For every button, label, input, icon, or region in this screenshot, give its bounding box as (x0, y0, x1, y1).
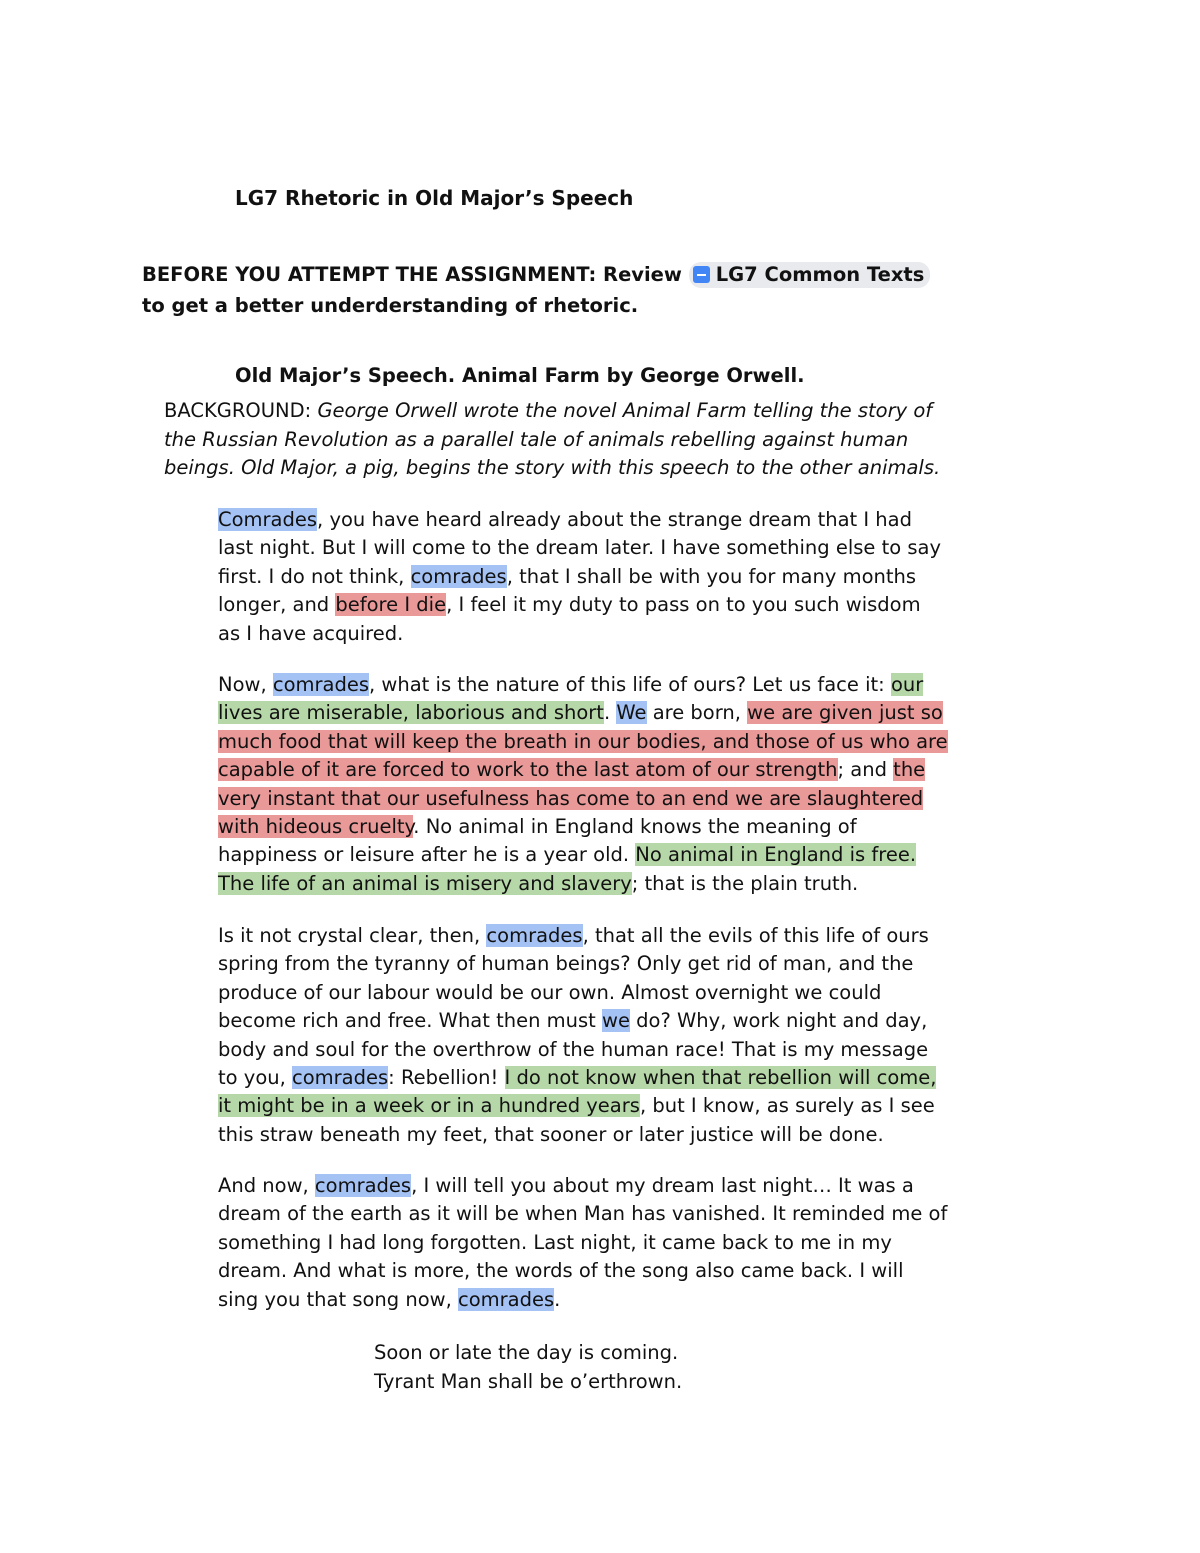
speech-text: are born, (646, 701, 748, 725)
speech-paragraph-4 (218, 1172, 948, 1314)
highlight-blue: comrades (314, 1174, 412, 1197)
background-label: BACKGROUND: (164, 399, 318, 422)
speech-text: ; and (837, 758, 894, 782)
song-verse (374, 1339, 682, 1396)
highlight-blue: comrades (458, 1287, 555, 1311)
speech-text: . No animal in England knows the meaning of happiness or leisure after he is a year old. (218, 815, 857, 867)
speech-text: . (603, 701, 617, 725)
speech-text: , what is the nature of this life of ours? Let us face it: (369, 673, 891, 696)
highlight-blue: comrades (272, 673, 370, 696)
speech-text: Now, (218, 673, 273, 696)
highlight-blue: Comrades (218, 508, 318, 531)
document-icon (693, 266, 710, 283)
speech-text: ; that is the plain truth. (631, 871, 859, 895)
highlight-red: the very instant that our usefulness has come to an end we are slaughtered with hideous cruelty (218, 758, 926, 839)
speech-text: : Rebellion! (388, 1066, 505, 1090)
before-tail: to get a better underderstanding of rhetoric. (142, 294, 639, 317)
background-paragraph (164, 397, 964, 483)
common-texts-link-label: LG7 Common Texts (715, 263, 925, 286)
speech-paragraph-1 (218, 506, 948, 648)
before-assignment-note (142, 259, 942, 321)
highlight-blue: we (602, 1009, 630, 1033)
speech-text: , that I shall be with you for many months longer, and (218, 564, 917, 617)
document-title: LG7 Rhetoric in Old Major’s Speech (235, 186, 634, 210)
common-texts-link-chip[interactable] (689, 262, 931, 288)
speech-text: , you have heard already about the strange dream that I had last night. But I will come to the dream later. I have something else to say first. I do not think, (218, 508, 942, 588)
highlight-blue: We (616, 701, 647, 725)
speech-paragraph-2 (218, 671, 948, 898)
before-lead: BEFORE YOU ATTEMPT THE ASSIGNMENT: Review (142, 263, 689, 286)
highlight-red: we are given just so much food that will keep the breath in our bodies, and those of us who are capable of it are forced to work to the last atom of our strength (218, 701, 948, 782)
song-line-1: Soon or late the day is coming. (374, 1341, 679, 1364)
background-text: George Orwell wrote the novel Animal Farm telling the story of the Russian Revolution as a parallel tale of animals rebelling against human beings. Old Major, a pig, begins the story with this speech to the other animals. (164, 399, 941, 479)
highlight-green: No animal in England is free. The life of an animal is misery and slavery (218, 843, 917, 895)
speech-text: do? Why, work night and day, body and soul for the overthrow of the human race! That is my message to you, (218, 1009, 929, 1090)
highlight-green: I do not know when that rebellion will come, it might be in a week or in a hundred years (218, 1066, 937, 1118)
speech-text: , I will tell you about my dream last night… It was a dream of the earth as it will be when Man has vanished. It reminded me of something I had long forgotten. Last night, it came back to me in my dream. And what is more, the words of the song also came back. I will sing you that song now, (218, 1174, 948, 1311)
speech-title: Old Major’s Speech. Animal Farm by George Orwell. (235, 364, 805, 387)
speech-text: . (554, 1287, 561, 1311)
speech-text: , but I know, as surely as I see this straw beneath my feet, that sooner or later justice will be done. (218, 1094, 935, 1146)
highlight-blue: comrades (410, 564, 507, 588)
speech-paragraph-3 (218, 922, 948, 1149)
highlight-blue: comrades (486, 924, 583, 947)
song-line-2: Tyrant Man shall be o’erthrown. (374, 1369, 683, 1393)
speech-text: Is it not crystal clear, then, (218, 924, 487, 947)
speech-text: , I feel it my duty to pass on to you such wisdom as I have acquired. (218, 593, 921, 645)
highlight-blue: comrades (292, 1066, 389, 1090)
highlight-red: before I die (335, 593, 447, 617)
speech-text: , that all the evils of this life of ours spring from the tyranny of human beings? Only get rid of man, and the produce of our labour would be our own. Almost overnight we could become rich and free. What then must (218, 924, 929, 1033)
highlight-green: our lives are miserable, laborious and short (218, 673, 924, 725)
speech-text: And now, (218, 1174, 315, 1197)
